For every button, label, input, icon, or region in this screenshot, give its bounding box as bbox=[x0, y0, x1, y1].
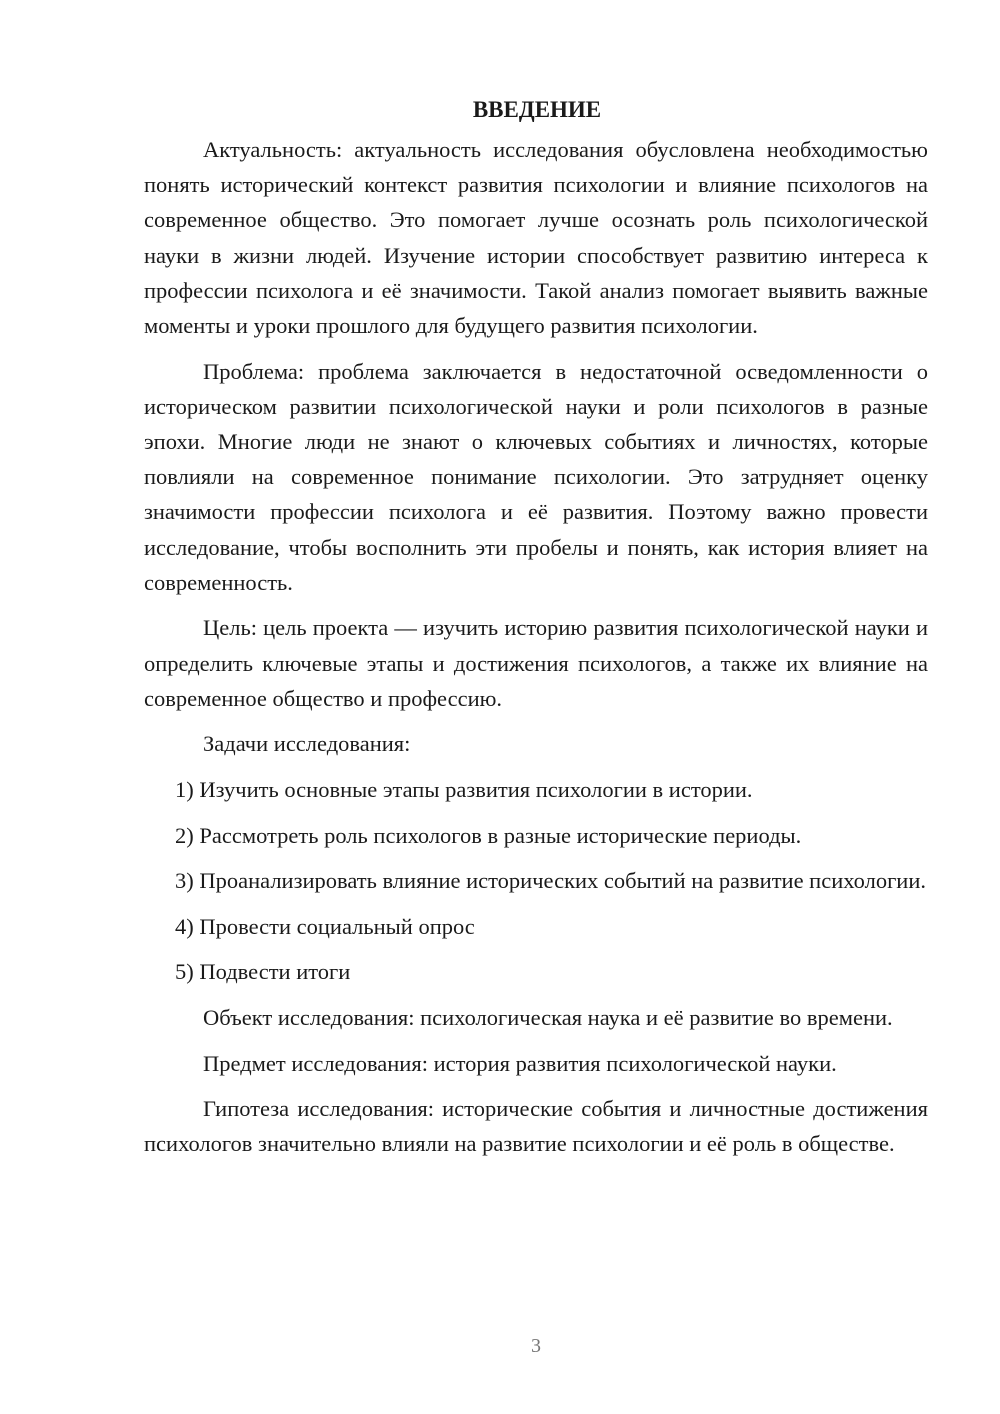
task-item-5: 5) Подвести итоги bbox=[175, 959, 351, 985]
object-paragraph: Объект исследования: психологическая наука и её развитие во времени. bbox=[203, 1004, 893, 1030]
problem-paragraph: Проблема: проблема заключается в недостаточной осведомленности о историческом развитии психологической науки и роли психологов в разные эпохи. Многие люди не знают о ключевых событиях и личностях, которые повлияли на современное понимание психологии. Это затрудняет оценку значимости профессии психолога и её развития. Поэтому важно провести исследование, чтобы восполнить эти пробелы и понять, как история влияет на современность. bbox=[144, 358, 928, 595]
task-item-4: 4) Провести социальный опрос bbox=[175, 913, 475, 939]
goal-paragraph: Цель: цель проекта — изучить историю развития психологической науки и определить ключевые этапы и достижения психологов, а также их влияние на современное общество и профессию. bbox=[144, 615, 928, 711]
tasks-heading: Задачи исследования: bbox=[203, 731, 411, 757]
task-item-3: 3) Проанализировать влияние исторических событий на развитие психологии. bbox=[175, 868, 927, 894]
page-number: 3 bbox=[531, 1335, 541, 1357]
relevance-paragraph: Актуальность: актуальность исследования обусловлена необходимостью понять исторический контекст развития психологии и влияние психологов на современное общество. Это помогает лучше осознать роль психологической науки в жизни людей. Изучение истории способствует развитию интереса к профессии психолога и её значимости. Такой анализ помогает выявить важные моменты и уроки прошлого для будущего развития психологии. bbox=[144, 137, 928, 339]
hypothesis-paragraph: Гипотеза исследования: исторические события и личностные достижения психологов значительно влияли на развитие психологии и её роль в обществе. bbox=[144, 1096, 928, 1157]
task-item-2: 2) Рассмотреть роль психологов в разные исторические периоды. bbox=[175, 822, 802, 848]
document-page bbox=[144, 88, 928, 1172]
section-heading: ВВЕДЕНИЕ bbox=[472, 97, 602, 122]
subject-paragraph: Предмет исследования: история развития психологической науки. bbox=[203, 1050, 837, 1076]
task-item-1: 1) Изучить основные этапы развития психологии в истории. bbox=[175, 777, 753, 803]
